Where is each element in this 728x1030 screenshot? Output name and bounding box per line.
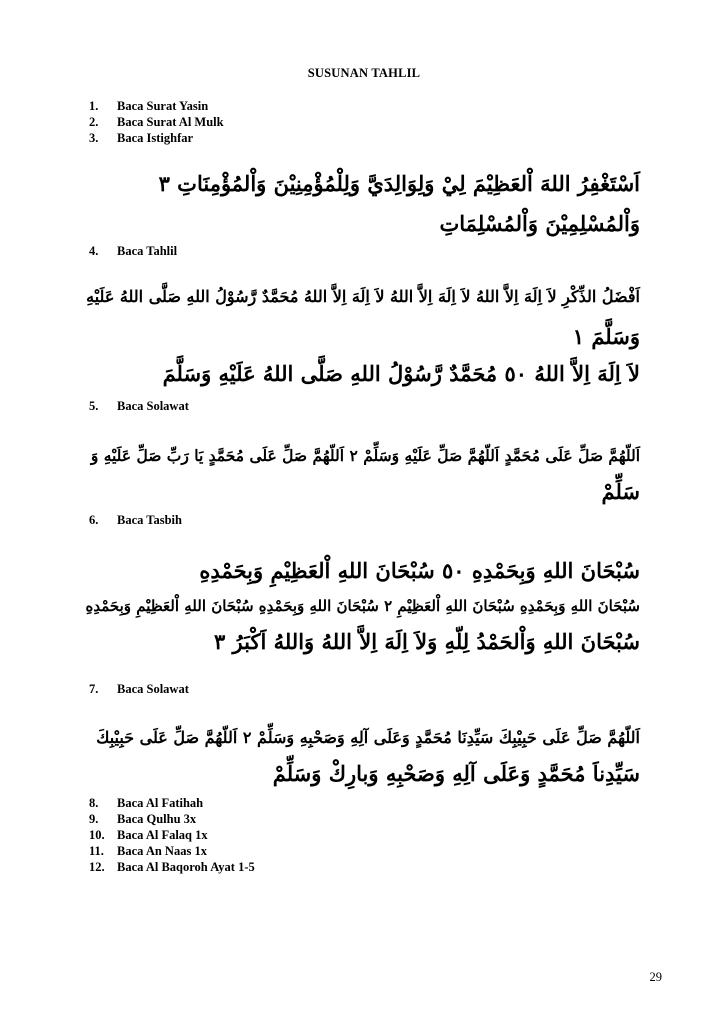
item-number: 6. bbox=[89, 513, 99, 527]
list-item bbox=[89, 827, 208, 843]
istighfar-line-1: اَسْتَغْفِرُ اللهَ اْلعَظِيْمَ لِيْ وَلِوَالِدَيَّ وَلِلْمُؤْمِنِيْنَ وَاْلمُؤْمِنَاتِ ٣ bbox=[158, 171, 640, 196]
item-number: 7. bbox=[89, 682, 99, 696]
istighfar-line-2: وَاْلمُسْلِمِيْنَ وَاْلمُسْلِمَاتِ bbox=[439, 211, 640, 236]
item-label: Baca Tahlil bbox=[117, 244, 178, 258]
list-item bbox=[89, 114, 224, 130]
list-item bbox=[89, 398, 189, 414]
list-item bbox=[89, 795, 203, 811]
item-number: 4. bbox=[89, 244, 99, 258]
solawat2-line-1: اَللّهُمَّ صَلِّ عَلَى حَبِيْبِكَ سَيِّدِنَا مُحَمَّدٍ وَعَلَى آلِهِ وَصَحْبِهِ وَسَلِّمْ ٢ اَللّهُمَّ صَلِّ عَلَى حَبِيْبِكَ bbox=[96, 728, 640, 747]
item-label: Baca Al Baqoroh Ayat 1-5 bbox=[117, 860, 255, 874]
item-number: 5. bbox=[89, 399, 99, 413]
list-item bbox=[89, 243, 177, 259]
tasbih-line-2: سُبْحَانَ اللهِ وَبِحَمْدِهِ سُبْحَانَ اللهِ اْلعَظِيْمِ ٢ سُبْحَانَ اللهِ وَبِحَمْدِهِ سُبْحَانَ اللهِ اْلعَظِيْمِ وَبِحَمْدِهِ bbox=[85, 597, 640, 615]
solawat-line-1: اَللّهُمَّ صَلِّ عَلَى مُحَمَّدٍ اَللّهُمَّ صَلِّ عَلَيْهِ وَسَلِّمْ ٢ اَللّهُمَّ صَلِّ عَلَى مُحَمَّدٍ يَا رَبِّ صَلِّ عَلَيْهِ وَ bbox=[90, 446, 640, 465]
tasbih-line-1: سُبْحَانَ اللهِ وَبِحَمْدِهِ ٥٠ سُبْحَانَ اللهِ اْلعَظِيْمِ وَبِحَمْدِهِ bbox=[199, 558, 640, 583]
item-number: 8. bbox=[89, 796, 99, 810]
item-number: 1. bbox=[89, 99, 99, 113]
page-number: 29 bbox=[649, 970, 662, 984]
item-label: Baca Solawat bbox=[117, 682, 189, 696]
item-label: Baca Tasbih bbox=[117, 513, 182, 527]
solawat2-line-2: سَيِّدِناَ مُحَمَّدٍ وَعَلَى آلِهِ وَصَحْبِهِ وَبارِكْ وَسَلِّمْ bbox=[272, 761, 640, 786]
item-label: Baca Solawat bbox=[117, 399, 189, 413]
item-number: 3. bbox=[89, 131, 99, 145]
item-label: Baca Qulhu 3x bbox=[117, 812, 197, 826]
item-label: Baca Istighfar bbox=[117, 131, 194, 145]
list-item bbox=[89, 681, 189, 697]
item-number: 11. bbox=[89, 844, 104, 858]
item-number: 12. bbox=[89, 860, 105, 874]
item-number: 10. bbox=[89, 828, 105, 842]
tahlil-line-3: لاَ اِلَهَ اِلاَّ اللهُ ٥٠ مُحَمَّدٌ رَّسُوْلُ اللهِ صَلَّى اللهُ عَلَيْهِ وَسَلَّمَ bbox=[162, 361, 640, 386]
item-label: Baca Surat Yasin bbox=[117, 99, 209, 113]
list-item bbox=[89, 98, 208, 114]
list-item bbox=[89, 843, 207, 859]
list-item bbox=[89, 130, 193, 146]
tahlil-line-1: اَفْضَلُ الذِّكْرِ لاَ اِلَهَ اِلاَّ اللهُ لاَ اِلَهَ اِلاَّ اللهُ لاَ اِلَهَ اِلاَّ اللهُ مُحَمَّدٌ رَّسُوْلُ اللهِ صَلَّى اللهُ عَلَيْهِ bbox=[86, 287, 640, 306]
tahlil-line-2: وَسَلَّمَ ١ bbox=[572, 324, 640, 349]
solawat-line-2: سَلِّمْ bbox=[601, 479, 640, 504]
item-label: Baca Surat Al Mulk bbox=[117, 115, 224, 129]
item-number: 2. bbox=[89, 115, 99, 129]
list-item bbox=[89, 811, 196, 827]
page-title: SUSUNAN TAHLIL bbox=[307, 66, 421, 80]
tasbih-line-3: سُبْحَانَ اللهِ وَاْلحَمْدُ لِلّهِ وَلاَ اِلَهَ اِلاَّ اللهُ وَاللهُ اَكْبَرُ ٣ bbox=[213, 629, 640, 654]
list-item bbox=[89, 512, 182, 528]
item-label: Baca Al Fatihah bbox=[117, 796, 204, 810]
list-item bbox=[89, 859, 255, 875]
item-label: Baca Al Falaq 1x bbox=[117, 828, 208, 842]
item-number: 9. bbox=[89, 812, 99, 826]
item-label: Baca An Naas 1x bbox=[117, 844, 207, 858]
